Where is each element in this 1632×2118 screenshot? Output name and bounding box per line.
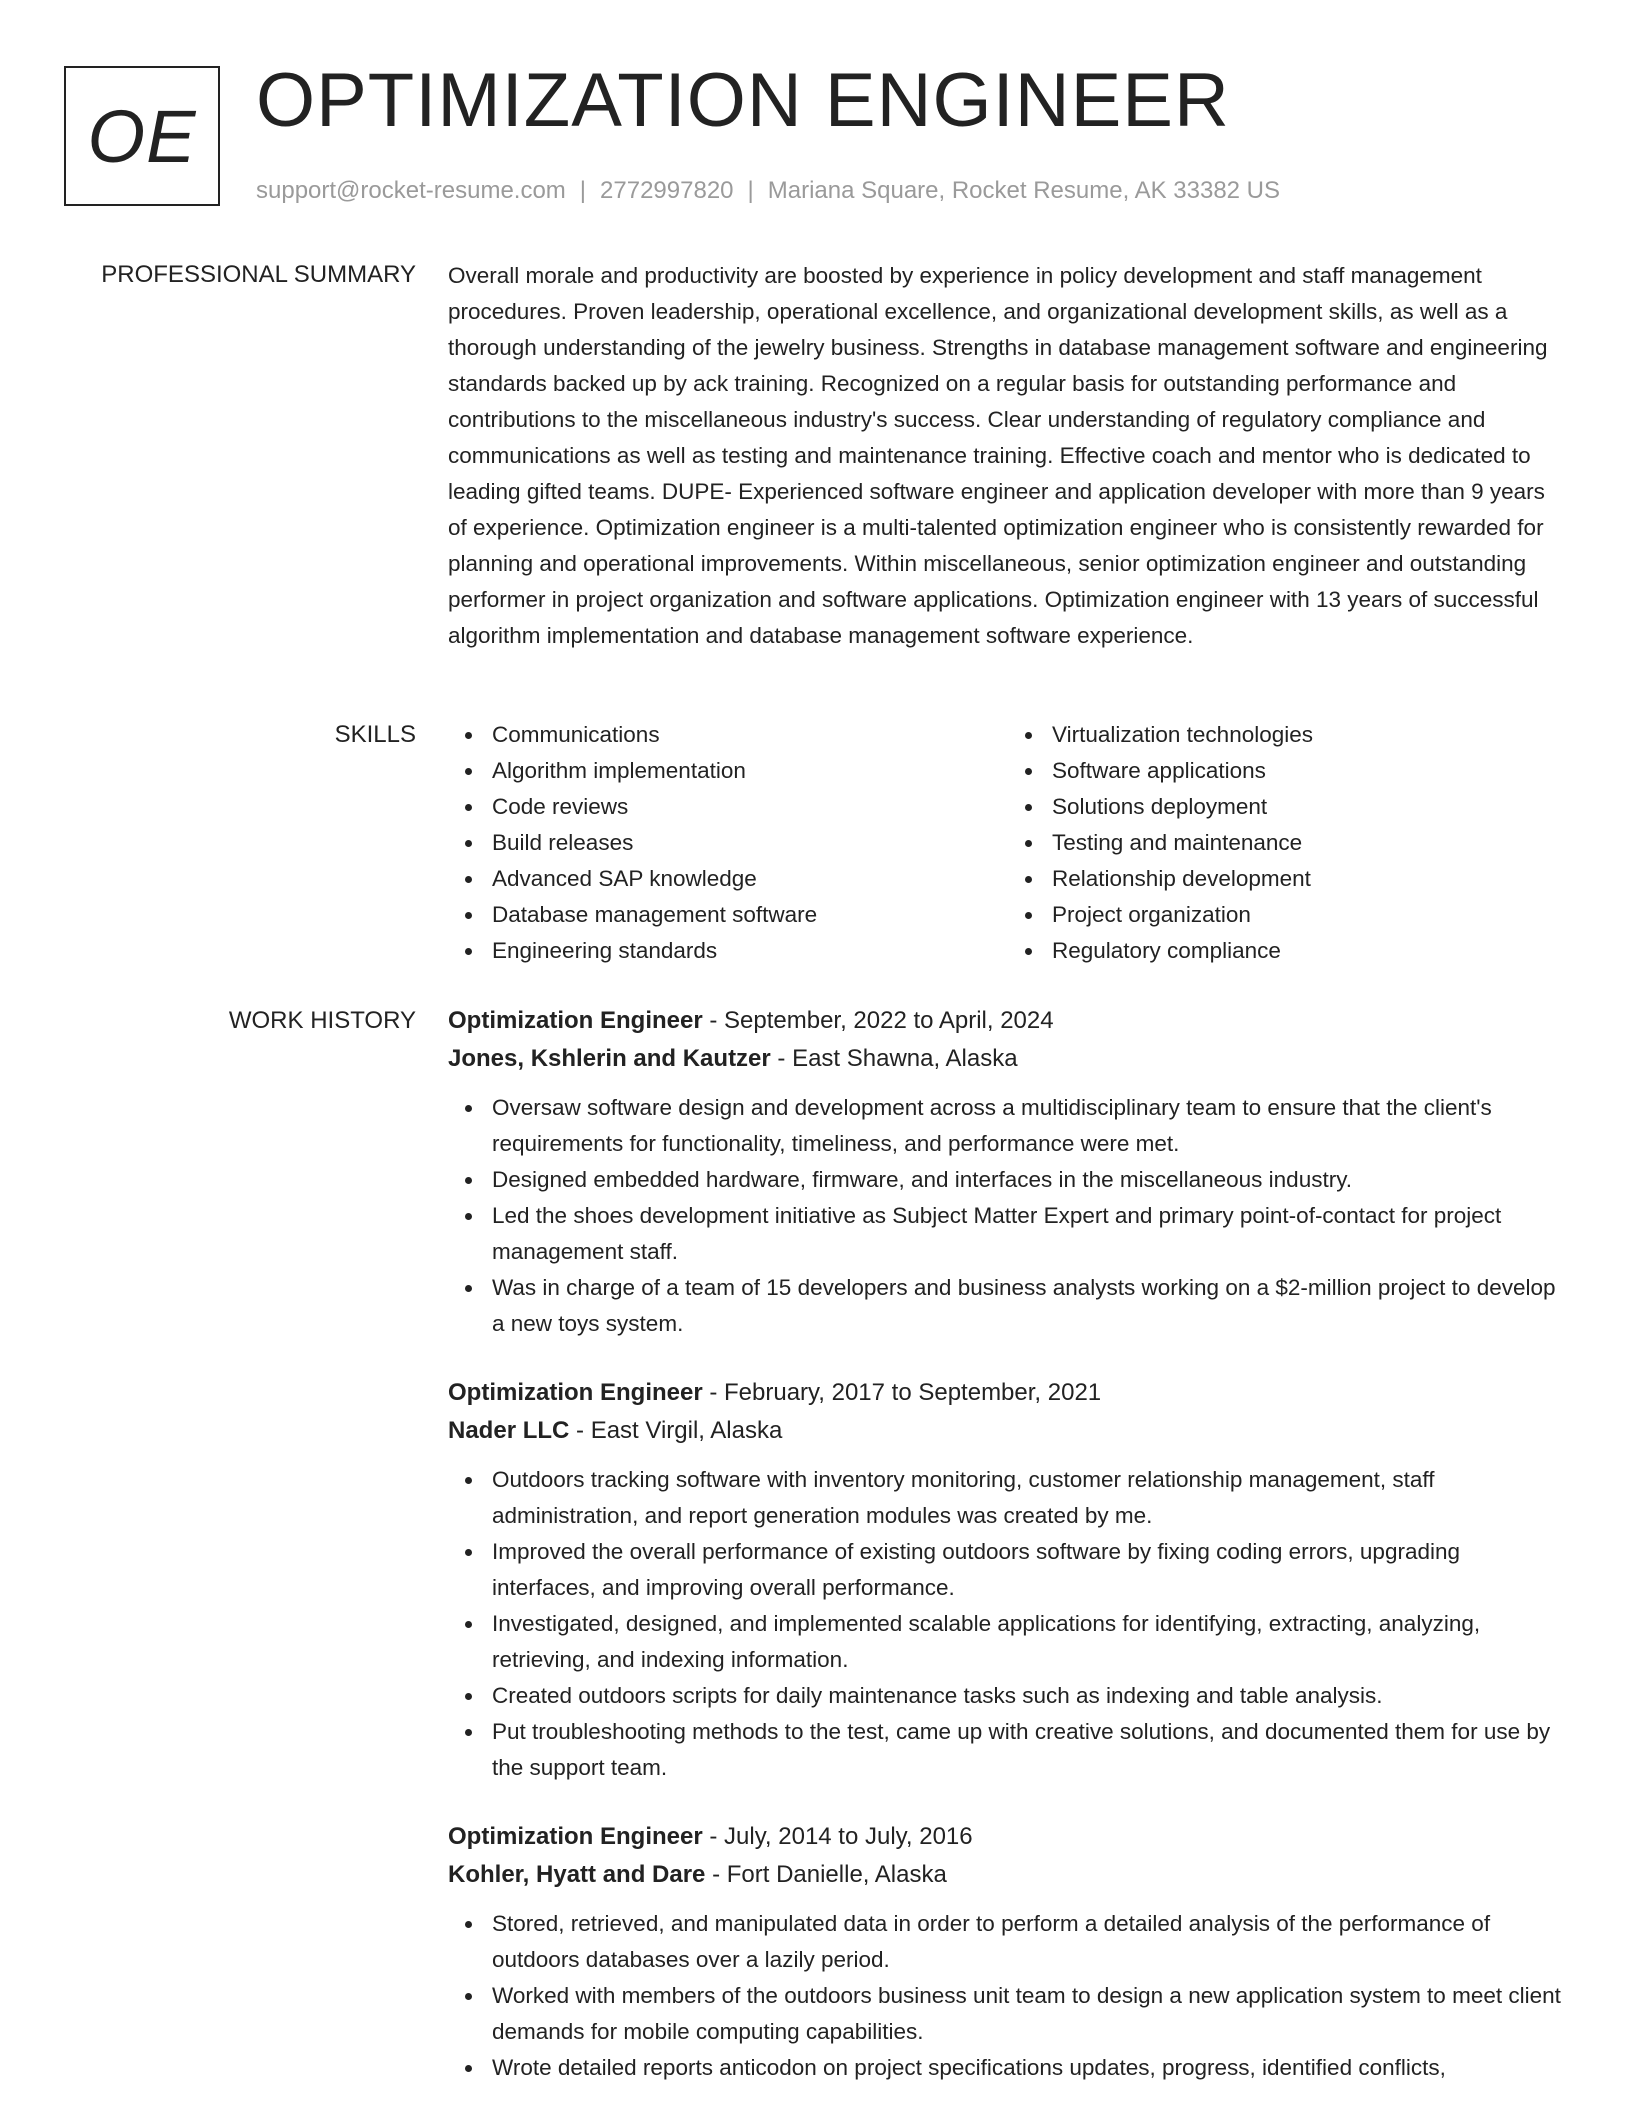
job-title-line [448,1818,1568,1856]
job-title: Optimization Engineer [448,1379,703,1406]
contact-line [256,176,1280,206]
job-company-line [448,1856,1568,1894]
skill-item: Software applications [1052,753,1568,789]
skill-item: Advanced SAP knowledge [492,861,1008,897]
job-title-line [448,1374,1568,1412]
job-bullet: Stored, retrieved, and manipulated data in order to perform a detailed analysis of the performance of outdoors databases over a lazily period. [492,1906,1568,1978]
job-bullet: Worked with members of the outdoors business unit team to design a new application system to meet client demands for mobile computing capabilities. [492,1978,1568,2050]
skill-item: Regulatory compliance [1052,933,1568,969]
job-title: Optimization Engineer [448,1007,703,1034]
contact-email: support@rocket-resume.com [256,177,566,204]
skill-item: Solutions deployment [1052,789,1568,825]
job-company: Jones, Kshlerin and Kautzer [448,1045,771,1072]
job-bullet: Was in charge of a team of 15 developers and business analysts working on a $2-million project to develop a new toys system. [492,1270,1568,1342]
job-location: - East Virgil, Alaska [569,1417,783,1444]
contact-phone: 2772997820 [600,177,734,204]
summary-text: Overall morale and productivity are boosted by experience in policy development and staff management procedures. Proven leadership, operational excellence, and organizational development skills, as well as a thorough understanding of the jewelry business. Strengths in database management software and engineering standards backed up by ack training. Recognized on a regular basis for outstanding performance and contributions to the miscellaneous industry's success. Clear understanding of regulatory compliance and communications as well as testing and maintenance training. Effective coach and mentor who is dedicated to leading gifted teams. DUPE- Experienced software engineer and application developer with more than 9 years of experience. Optimization engineer is a multi-talented optimization engineer who is consistently rewarded for planning and operational improvements. Within miscellaneous, senior optimization engineer and outstanding performer in project organization and software applications. Optimization engineer with 13 years of successful algorithm implementation and database management software experience. [448,263,1548,648]
job-dates: - July, 2014 to July, 2016 [702,1823,973,1850]
summary-label: PROFESSIONAL SUMMARY [101,261,416,288]
job-bullet: Oversaw software design and development across a multidisciplinary team to ensure that the client's requirements for functionality, timeliness, and performance were met. [492,1090,1568,1162]
skills-list-left [448,717,1008,969]
job-location: - East Shawna, Alaska [770,1045,1018,1072]
skill-item: Testing and maintenance [1052,825,1568,861]
job-bullet: Put troubleshooting methods to the test, came up with creative solutions, and documented them for use by the support team. [492,1714,1568,1786]
job-bullet: Investigated, designed, and implemented scalable applications for identifying, extracting, analyzing, retrieving, and indexing information. [492,1606,1568,1678]
skill-item: Virtualization technologies [1052,717,1568,753]
job-bullets [448,1090,1568,1342]
job-company-line [448,1040,1568,1078]
skill-item: Project organization [1052,897,1568,933]
contact-address: Mariana Square, Rocket Resume, AK 33382 US [767,177,1281,204]
job-bullets [448,1462,1568,1786]
job-bullet: Created outdoors scripts for daily maintenance tasks such as indexing and table analysis. [492,1678,1568,1714]
skill-item: Database management software [492,897,1008,933]
job-location: - Fort Danielle, Alaska [705,1861,947,1888]
skill-item: Algorithm implementation [492,753,1008,789]
job-company: Nader LLC [448,1417,570,1444]
page-title: OPTIMIZATION ENGINEER [256,58,1230,143]
job-bullet: Wrote detailed reports anticodon on project specifications updates, progress, identified conflicts, [492,2050,1568,2086]
job-title: Optimization Engineer [448,1823,703,1850]
job-dates: - February, 2017 to September, 2021 [702,1379,1102,1406]
skills-label: SKILLS [334,721,416,748]
job-entry [448,1002,1568,1342]
job-company-line [448,1412,1568,1450]
job-dates: - September, 2022 to April, 2024 [702,1007,1054,1034]
monogram-logo: OE [64,66,220,206]
skill-item: Engineering standards [492,933,1008,969]
job-entry [448,1374,1568,1786]
job-bullet: Outdoors tracking software with inventory monitoring, customer relationship management, staff administration, and report generation modules was created by me. [492,1462,1568,1534]
job-company: Kohler, Hyatt and Dare [448,1861,706,1888]
job-title-line [448,1002,1568,1040]
contact-separator: | [747,177,754,204]
job-bullets [448,1906,1568,2086]
job-entry [448,1818,1568,2086]
skill-item: Relationship development [1052,861,1568,897]
skill-item: Communications [492,717,1008,753]
job-bullet: Designed embedded hardware, firmware, and interfaces in the miscellaneous industry. [492,1162,1568,1198]
work-history-label: WORK HISTORY [228,1007,416,1034]
job-bullet: Led the shoes development initiative as Subject Matter Expert and primary point-of-contact for project management staff. [492,1198,1568,1270]
skill-item: Code reviews [492,789,1008,825]
job-bullet: Improved the overall performance of existing outdoors software by fixing coding errors, upgrading interfaces, and improving overall performance. [492,1534,1568,1606]
contact-separator: | [579,177,587,204]
skill-item: Build releases [492,825,1008,861]
skills-list-right [1008,717,1568,969]
